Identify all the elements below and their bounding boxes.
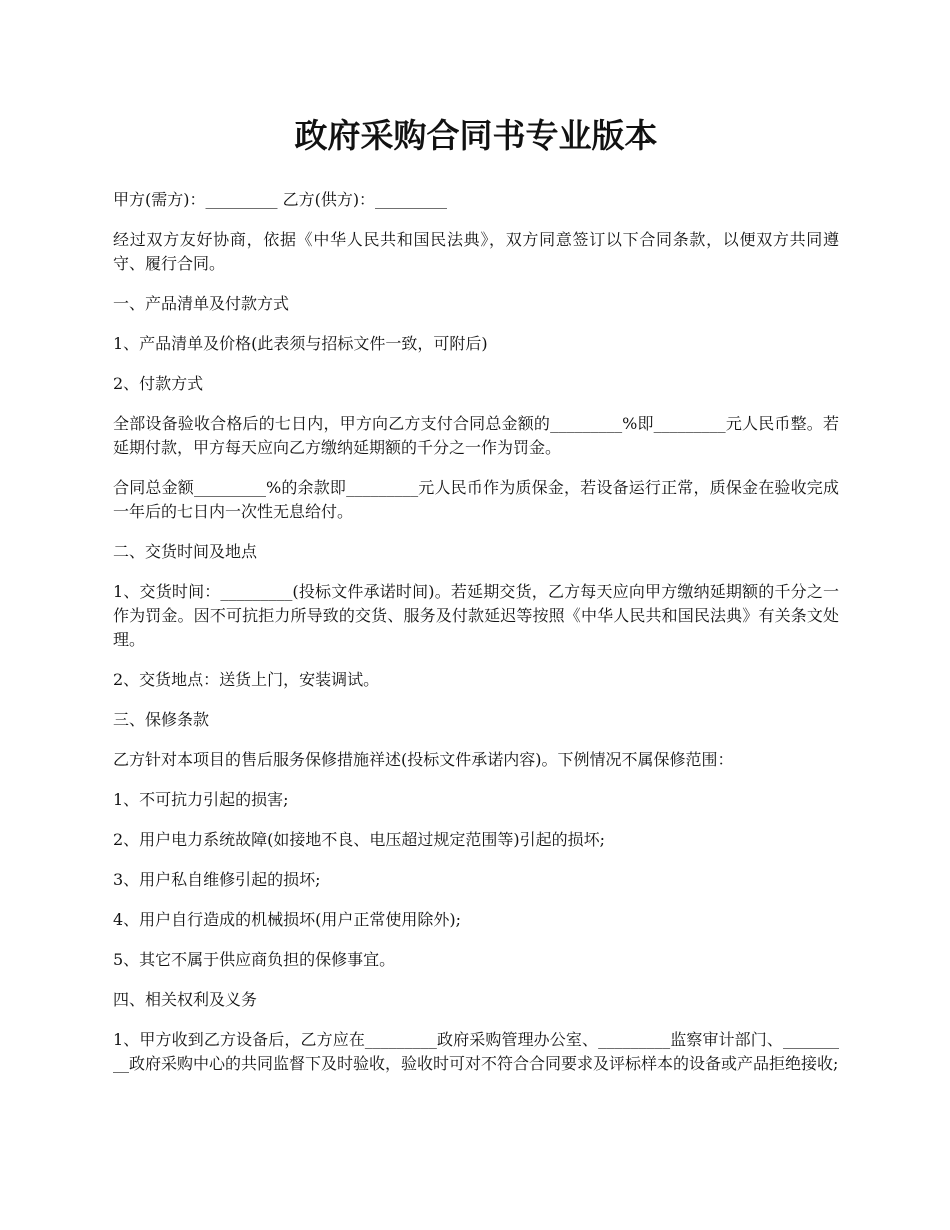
section-heading-rights-obligations: 四、相关权利及义务 [113,990,258,1009]
warranty-intro-paragraph: 乙方针对本项目的售后服务保修措施祥述(投标文件承诺内容)。下例情况不属保修范围： [113,750,734,769]
warranty-exclusion-item: 4、用户自行造成的机械损坏(用户正常使用除外); [113,910,462,929]
document-title: 政府采购合同书专业版本 [294,116,658,155]
warranty-exclusion-item: 2、用户电力系统故障(如接地不良、电压超过规定范围等)引起的损坏; [113,830,606,849]
clause-acceptance: 1、甲方收到乙方设备后，乙方应在_________政府采购管理办公室、_________监察审计部门、_________政府采购中心的共同监督下及时验收，验收时可对不符合合同要求及评标样本的设备或产品拒绝接收; [113,1030,839,1073]
parties-line: 甲方(需方)：_________ 乙方(供方)：_________ [113,190,448,209]
payment-terms-paragraph: 全部设备验收合格后的七日内，甲方向乙方支付合同总金额的_________%即_________元人民币整。若延期付款，甲方每天应向乙方缴纳延期额的千分之一作为罚金。 [113,414,839,457]
section-heading-delivery: 二、交货时间及地点 [113,542,258,561]
document-page [113,112,839,1092]
warranty-exclusion-item: 5、其它不属于供应商负担的保修事宜。 [113,950,396,969]
preamble-paragraph: 经过双方友好协商，依据《中华人民共和国民法典》，双方同意签订以下合同条款，以便双方共同遵守、履行合同。 [113,230,839,273]
warranty-exclusion-item: 1、不可抗力引起的损害; [113,790,289,809]
clause-payment-method: 2、付款方式 [113,374,204,393]
section-heading-warranty: 三、保修条款 [113,710,210,729]
warranty-exclusion-item: 3、用户私自维修引起的损坏; [113,870,321,889]
warranty-deposit-paragraph: 合同总金额_________%的余款即_________元人民币作为质保金，若设备运行正常，质保金在验收完成一年后的七日内一次性无息给付。 [113,478,839,521]
section-heading-products-payment: 一、产品清单及付款方式 [113,294,290,313]
clause-product-list: 1、产品清单及价格(此表须与招标文件一致，可附后) [113,334,488,353]
clause-delivery-place: 2、交货地点：送货上门，安装调试。 [113,670,380,689]
clause-delivery-time: 1、交货时间：_________(投标文件承诺时间)。若延期交货，乙方每天应向甲方缴纳延期额的千分之一作为罚金。因不可抗拒力所导致的交货、服务及付款延迟等按照《中华人民共和国民法典》有关条文处理。 [113,582,839,649]
